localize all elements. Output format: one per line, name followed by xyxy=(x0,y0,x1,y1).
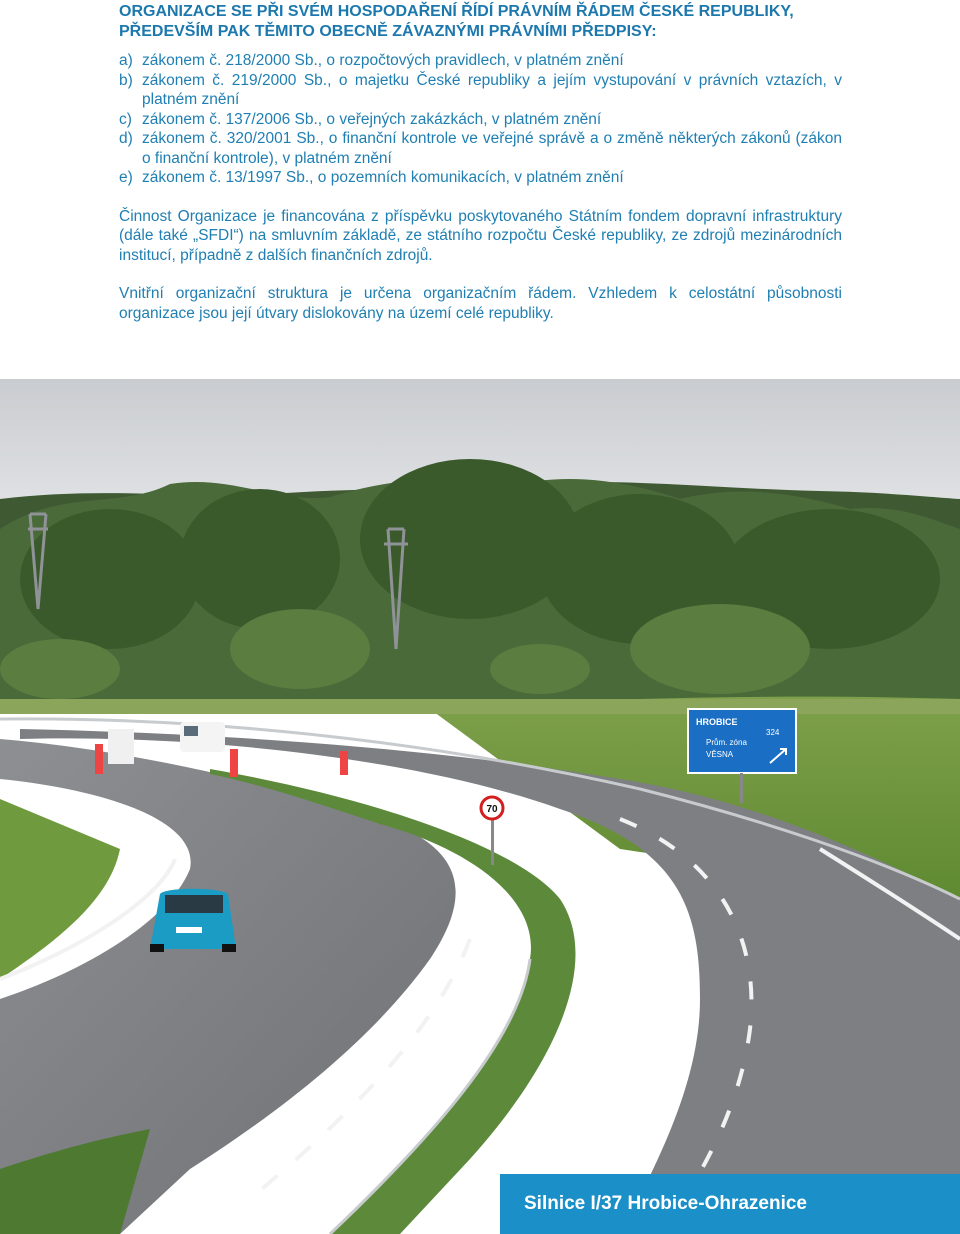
heading-line-2: PŘEDEVŠÍM PAK TĚMITO OBECNĚ ZÁVAZNÝMI PRÁVNÍMI PŘEDPISY: xyxy=(119,23,657,40)
law-item xyxy=(119,51,842,71)
structure-paragraph: Vnitřní organizační struktura je určena organizačním řádem. Vzhledem k celostátní působnosti organizace jsou její útvary dislokovány na území celé republiky. xyxy=(119,285,842,322)
sign-line-2: VĚSNA xyxy=(706,750,734,759)
law-item xyxy=(119,110,842,130)
road-photo-illustration xyxy=(0,379,960,1234)
white-van xyxy=(180,722,225,752)
law-item xyxy=(119,168,842,188)
sign-line-1: Prům. zóna xyxy=(706,738,747,747)
law-item-text: zákonem č. 218/2000 Sb., o rozpočtových pravidlech, v platném znění xyxy=(142,52,624,69)
law-item-text: zákonem č. 137/2006 Sb., o veřejných zakázkách, v platném znění xyxy=(142,110,602,128)
law-list xyxy=(119,51,842,188)
photo-caption: Silnice I/37 Hrobice-Ohrazenice xyxy=(524,1193,807,1214)
law-item xyxy=(119,71,842,110)
field-strip xyxy=(0,699,960,714)
law-item-text: zákonem č. 320/2001 Sb., o finanční kontrole ve veřejné správě a o změně některých zákonů (zákon o finanční kontrole), v platném znění xyxy=(142,130,842,167)
law-item-label: a) xyxy=(119,52,133,69)
law-item-label: b) xyxy=(119,71,133,89)
law-item-label: e) xyxy=(119,169,133,186)
section-heading xyxy=(119,2,842,42)
law-item-text: zákonem č. 13/1997 Sb., o pozemních komunikacích, v platném znění xyxy=(142,169,624,186)
law-item-label: c) xyxy=(119,110,132,128)
photo-caption-bar xyxy=(500,1174,960,1234)
blue-car xyxy=(150,889,236,952)
speed-limit-value: 70 xyxy=(486,804,498,815)
law-item xyxy=(119,129,842,168)
sign-town: HROBICE xyxy=(696,717,738,727)
financing-paragraph: Činnost Organizace je financována z příspěvku poskytovaného Státním fondem dopravní infrastruktury (dále také „SFDI“) na smluvním základě, ze státního rozpočtu České republiky, ze zdrojů mezinárodních institucí, případně z dalších finančních zdrojů. xyxy=(119,207,842,264)
sign-road-number: 324 xyxy=(766,728,780,737)
heading-line-1: ORGANIZACE SE PŘI SVÉM HOSPODAŘENÍ ŘÍDÍ PRÁVNÍM ŘÁDEM ČESKÉ REPUBLIKY, xyxy=(119,3,794,20)
road-photo xyxy=(0,379,960,1234)
law-item-text: zákonem č. 219/2000 Sb., o majetku České republiky a jejím vystupování v právních vztazích, v platném znění xyxy=(142,71,842,108)
text-column xyxy=(119,0,842,323)
law-item-label: d) xyxy=(119,130,133,147)
